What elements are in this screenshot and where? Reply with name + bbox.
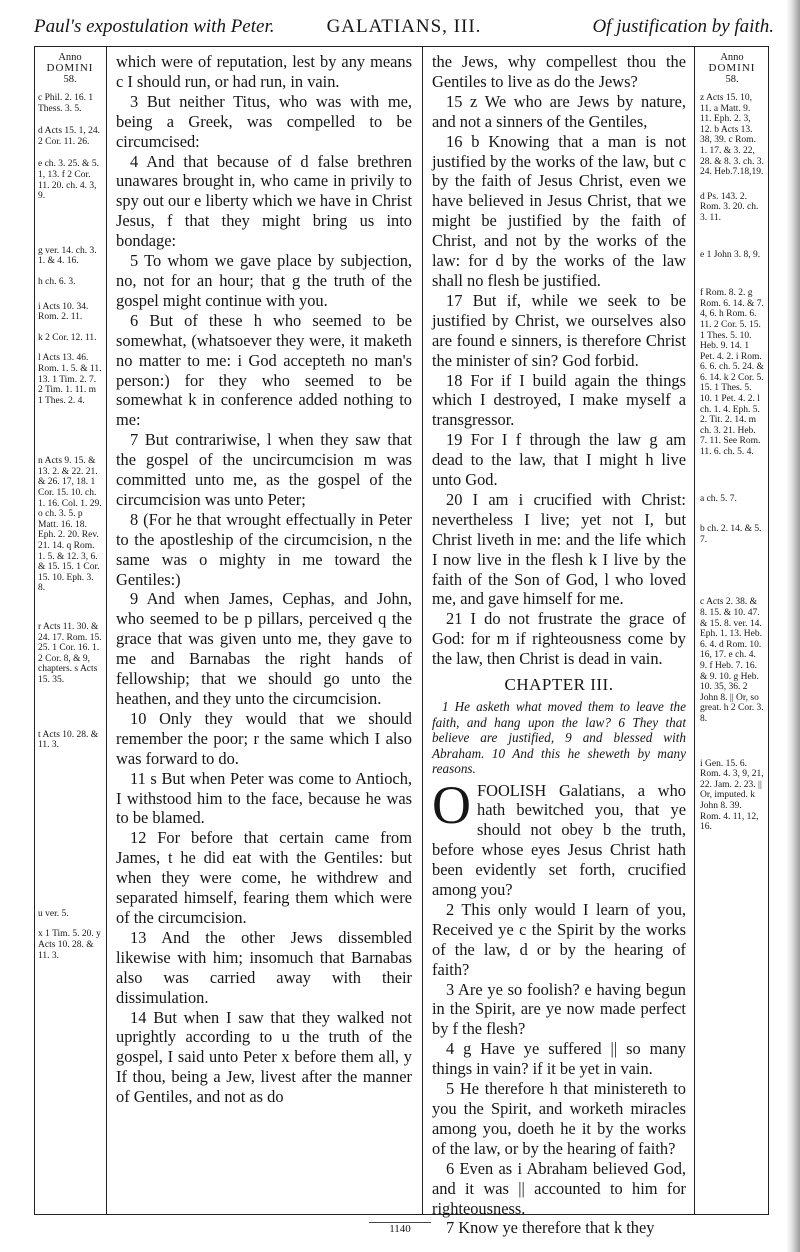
verse: 21 I do not frustrate the grace of God: for m if righteousness come by the law, then Christ is dead in vain. bbox=[432, 609, 686, 669]
verse: 7 But contrariwise, l when they saw that the gospel of the uncircumcision m was committed unto me, as the gospel of the circumcision was unto Peter; bbox=[116, 430, 412, 509]
verse: 19 For I f through the law g am dead to the law, that I might h live unto God. bbox=[432, 430, 686, 490]
margin-note: f Rom. 8. 2. g Rom. 6. 14. & 7. 4, 6. h Rom. 6. 11. 2 Cor. 5. 15. 1 Thes. 5. 10. Heb. 9. 14. 1 Pet. 4. 2. i Rom. 6. 6. ch. 5. 24. & 6. 14. k 2 Cor. 5. 15. 1 Thes. 5. 10. 1 Pet. 4. 2. l ch. 1. 4. Eph. 5. 2. Tit. 2. 14. m ch. 3. 21. Heb. 7. 11. See Rom. 11. 6. ch. 5. 4. bbox=[700, 288, 764, 458]
margin-note: b ch. 2. 14. & 5. 7. bbox=[700, 524, 762, 545]
scan-edge-shadow bbox=[786, 0, 800, 1252]
margin-note: r Acts 11. 30. & 24. 17. Rom. 15. 25. 1 Cor. 16. 1. 2 Cor. 8, & 9, chapters. s Acts 15. 35. bbox=[38, 622, 102, 685]
verse: 10 Only they would that we should remember the poor; r the same which I also was forward to do. bbox=[116, 708, 412, 768]
header-right: Of justification by faith. bbox=[592, 16, 774, 37]
margin-note: z Acts 15. 10, 11. a Matt. 9. 11. Eph. 2. 3, 12. b Acts 13. 38, 39. c Rom. 1. 17. & 3. 22, 28. & 8. 3. ch. 3. 24. Heb.7.18,19. bbox=[700, 93, 764, 178]
verse: 5 He therefore h that ministereth to you the Spirit, and worketh miracles among you, doeth he it by the works of the law, or by the hearing of faith? bbox=[432, 1079, 686, 1158]
verse: 4 g Have ye suffered || so many things in vain? if it be yet in vain. bbox=[432, 1039, 686, 1079]
margin-note: e ch. 3. 25. & 5. 1, 13. f 2 Cor. 11. 20. ch. 4. 3, 9. bbox=[38, 159, 99, 202]
verse: 3 Are ye so foolish? e having begun in the Spirit, are ye now made perfect by f the flesh? bbox=[432, 979, 686, 1039]
right-margin-notes bbox=[700, 52, 764, 843]
verse: 3 But neither Titus, who was with me, being a Greek, was compelled to be circumcised: bbox=[116, 91, 412, 151]
margin-note: i Acts 10. 34. Rom. 2. 11. bbox=[38, 301, 89, 323]
margin-note: x 1 Tim. 5. 20. y Acts 10. 28. & 11. 3. bbox=[38, 929, 101, 961]
text-column-right bbox=[432, 52, 686, 1238]
margin-note: d Acts 15. 1, 24. 2 Cor. 11. 26. bbox=[38, 126, 101, 147]
verse: 4 And that because of d false brethren unawares brought in, who came in privily to spy out our e liberty which we have in Christ Jesus, f that they might bring us into bondage: bbox=[116, 151, 412, 251]
margin-note: l Acts 13. 46. Rom. 1. 5. & 11. 13. 1 Tim. 2. 7. 2 Tim. 1. 11. m 1 Thes. 2. 4. bbox=[38, 353, 102, 406]
anno-domini bbox=[38, 52, 102, 85]
column-divider bbox=[422, 46, 423, 1215]
header-left: Paul's expostulation with Peter. bbox=[34, 16, 275, 37]
verse: 9 And when James, Cephas, and John, who seemed to be p pillars, perceived q the grace that was given unto me, they gave to me and Barnabas the right hands of fellowship; that we should go unto the heathen, and they unto the circumcision. bbox=[116, 589, 412, 708]
margin-note: e 1 John 3. 8, 9. bbox=[700, 249, 761, 260]
domini-label: DOMINI bbox=[708, 62, 756, 74]
margin-note: c Acts 2. 38. & 8. 15. & 10. 47. & 15. 8. ver. 14. Eph. 1. 13. Heb. 6. 4. d Rom. 10. 16, 17. e ch. 4. 9. f Heb. 7. 16. & 9. 10. g Heb. 10. 35, 36. 2 John 8. || Or, so great. h 2 Cor. 3. 8. bbox=[700, 597, 764, 724]
verse: 8 (For he that wrought effectually in Peter to the apostleship of the circumcision, n the same was o mighty in me toward the Gentiles:) bbox=[116, 509, 412, 589]
text-column-left bbox=[116, 52, 412, 1107]
running-header bbox=[34, 14, 774, 40]
margin-note: u ver. 5. bbox=[38, 908, 69, 919]
anno-label: Anno bbox=[58, 52, 82, 63]
left-margin-notes bbox=[38, 52, 102, 971]
verse: 6 Even as i Abraham believed God, and it was || accounted to him for righteousness. bbox=[432, 1158, 686, 1218]
margin-note: g ver. 14. ch. 3. 1. & 4. 16. bbox=[38, 245, 97, 267]
drop-cap: O bbox=[432, 774, 471, 835]
verse: 7 Know ye therefore that k they bbox=[446, 1218, 655, 1238]
right-margin-rule bbox=[694, 46, 695, 1215]
verse: 11 s But when Peter was come to Antioch, I withstood him to the face, because he was to be blamed. bbox=[116, 768, 412, 828]
verse: 17 But if, while we seek to be justified by Christ, we ourselves also are found e sinners, is therefore Christ the minister of sin? God forbid. bbox=[432, 290, 686, 370]
verse: the Jews, why compellest thou the Gentiles to live as do the Jews? bbox=[432, 52, 686, 91]
margin-note: n Acts 9. 15. & 13. 2. & 22. 21. & 26. 17, 18. 1 Cor. 15. 10. ch. 1. 16. Col. 1. 29. o ch. 3. 5. p Matt. 16. 18. Eph. 2. 20. Rev. 21. 14. q Rom. 1. 5. & 12. 3, 6. & 15. 15. 1 Cor. 15. 10. Eph. 3. 8. bbox=[38, 456, 102, 594]
page-number bbox=[0, 1223, 800, 1235]
page-number-text: 1140 bbox=[369, 1222, 431, 1235]
margin-note: k 2 Cor. 12. 11. bbox=[38, 332, 97, 343]
left-margin-rule bbox=[106, 46, 107, 1215]
domini-label: DOMINI bbox=[46, 62, 94, 74]
margin-note: c Phil. 2. 16. 1 Thess. 3. 5. bbox=[38, 93, 94, 114]
verse: 2 This only would I learn of you, Received ye c the Spirit by the works of the law, d or by the hearing of faith? bbox=[432, 899, 686, 979]
chapter-summary: 1 He asketh what moved them to leave the faith, and hang upon the law? 6 They that believe are justified, 9 and blessed with Abraham. 10 And this he sheweth by many reasons. bbox=[432, 699, 686, 776]
anno-label: Anno bbox=[720, 52, 744, 63]
verse: 12 For before that certain came from James, t he did eat with the Gentiles: but when they were come, he withdrew and separated himself, fearing them which were of the circumcision. bbox=[116, 828, 412, 927]
chapter-heading: CHAPTER III. bbox=[504, 675, 614, 695]
anno-domini bbox=[700, 52, 764, 85]
margin-note: h ch. 6. 3. bbox=[38, 276, 76, 287]
verse: 18 For if I build again the things which I destroyed, I make myself a transgressor. bbox=[432, 370, 686, 430]
verse: 5 To whom we gave place by subjection, no, not for an hour; that g the truth of the gospel might continue with you. bbox=[116, 251, 412, 310]
year-label: 58. bbox=[63, 74, 77, 85]
verse: which were of reputation, lest by any means c I should run, or had run, in vain. bbox=[116, 52, 412, 91]
verse: 13 And the other Jews dissembled likewise with him; insomuch that Barnabas also was carried away with their dissimulation. bbox=[116, 927, 412, 1007]
margin-note: d Ps. 143. 2. Rom. 3. 20. ch. 3. 11. bbox=[700, 191, 759, 223]
verse: FOOLISH Galatians, a who hath bewitched you, that ye should not obey b the truth, before whose eyes Jesus Christ hath been evidently set forth, crucified among you? bbox=[432, 780, 686, 900]
verse: 20 I am i crucified with Christ: nevertheless I live; yet not I, but Christ liveth in me: and the life which I now live in the flesh k I live by the faith of the Son of God, l who loved me, and gave himself for me. bbox=[432, 489, 686, 609]
verse: 6 But of these h who seemed to be somewhat, (whatsoever they were, it maketh no matter to me: i God accepteth no man's person:) for they who seemed to be somewhat k in conference added nothing to me: bbox=[116, 310, 412, 430]
year-label: 58. bbox=[725, 74, 739, 85]
margin-note: i Gen. 15. 6. Rom. 4. 3, 9, 21, 22. Jam. 2. 23. || Or, imputed. k John 8. 39. Rom. 4. 11, 12, 16. bbox=[700, 758, 764, 833]
verse: 14 But when I saw that they walked not uprightly according to u the truth of the gospel, I said unto Peter x before them all, y If thou, being a Jew, livest after the manner of Gentiles, and not as do bbox=[116, 1007, 412, 1107]
margin-note: t Acts 10. 28. & 11. 3. bbox=[38, 729, 99, 751]
verse: 16 b Knowing that a man is not justified by the works of the law, but c by the faith of Jesus Christ, even we have believed in Jesus Christ, that we might be justified by the faith of Christ, and not by the works of the law: for d by the works of the law shall no flesh be justified. bbox=[432, 131, 686, 290]
verse: 15 z We who are Jews by nature, and not a sinners of the Gentiles, bbox=[432, 91, 686, 131]
margin-note: a ch. 5. 7. bbox=[700, 493, 737, 504]
header-center: GALATIANS, III. bbox=[326, 16, 482, 37]
